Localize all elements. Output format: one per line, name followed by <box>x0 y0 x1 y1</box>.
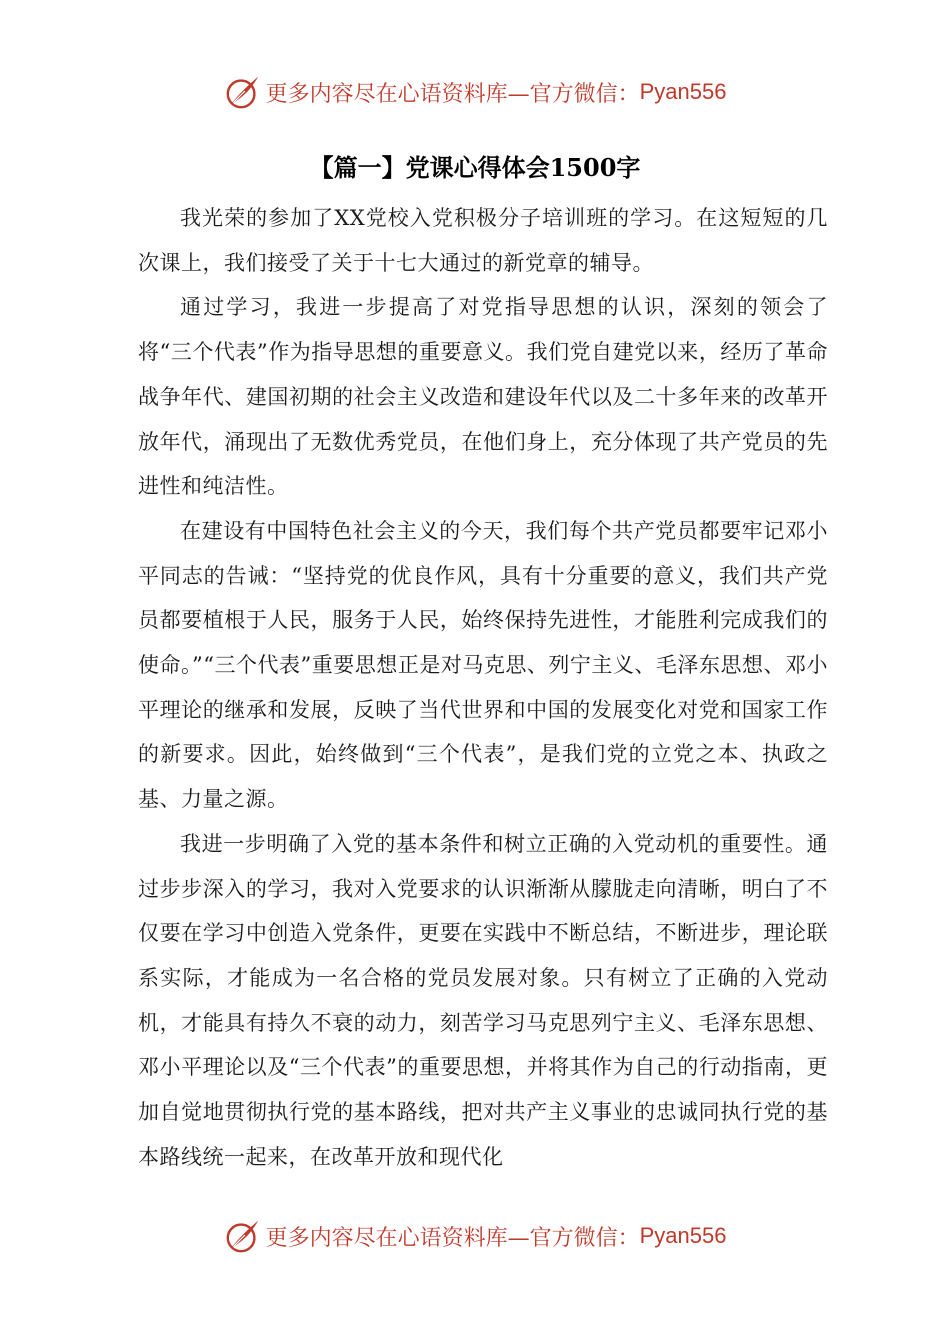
paragraph: 通过学习，我进一步提高了对党指导思想的认识，深刻的领会了将“三个代表”作为指导思想的重要意义。我们党自建党以来，经历了革命战争年代、建国初期的社会主义改造和建设年代以及二十多年来的改革开放年代，涌现出了无数优秀党员，在他们身上，充分体现了共产党员的先进性和纯洁性。 <box>138 295 828 499</box>
banner-text: 更多内容尽在心语资料库—官方微信： <box>265 1225 640 1251</box>
paragraph: 我光荣的参加了XX党校入党积极分子培训班的学习。在这短短的几次课上，我们接受了关于十七大通过的新党章的辅导。 <box>138 206 828 275</box>
paragraph: 我进一步明确了入党的基本条件和树立正确的入党动机的重要性。通过步步深入的学习，我对入党要求的认识渐渐从朦胧走向清晰，明白了不仅要在学习中创造入党条件，更要在实践中不断总结，不断进步，理论联系实际，才能成为一名合格的党员发展对象。只有树立了正确的入党动机，才能具有持久不衰的动力，刻苦学习马克思列宁主义、毛泽东思想、邓小平理论以及“三个代表”的重要思想，并将其作为自己的行动指南，更加自觉地贯彻执行党的基本路线，把对共产主义事业的忠诚同执行党的基本路线统一起来，在改革开放和现代化 <box>138 831 828 1169</box>
banner-wechat-id: Pyan556 <box>639 79 727 104</box>
quill-logo-icon <box>224 1217 262 1255</box>
document-title: 【篇一】党课心得体会1500字 <box>309 153 641 182</box>
footer-banner <box>0 1214 950 1258</box>
banner-wechat-id: Pyan556 <box>639 1223 727 1248</box>
banner-text: 更多内容尽在心语资料库—官方微信： <box>265 81 640 107</box>
header-banner <box>0 70 950 114</box>
quill-logo-icon <box>224 73 262 111</box>
paragraph: 在建设有中国特色社会主义的今天，我们每个共产党员都要牢记邓小平同志的告诫：“坚持党的优良作风，具有十分重要的意义，我们共产党员都要植根于人民，服务于人民，始终保持先进性，才能胜利完成我们的使命。”“三个代表”重要思想正是对马克思、列宁主义、毛泽东思想、邓小平理论的继承和发展，反映了当代世界和中国的发展变化对党和国家工作的新要求。因此，始终做到“三个代表”，是我们党的立党之本、执政之基、力量之源。 <box>138 518 828 812</box>
document-body <box>138 196 828 1179</box>
